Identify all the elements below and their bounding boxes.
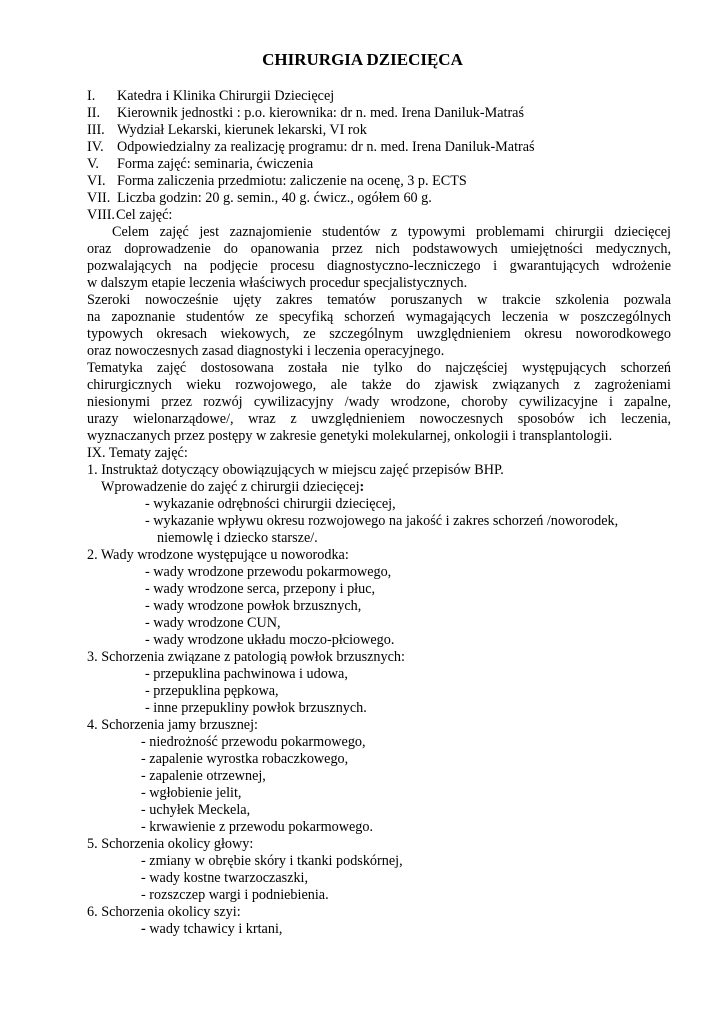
topics-heading: IX. Tematy zajęć:	[87, 445, 188, 461]
topic-3-item: - przepuklina pachwinowa i udowa,	[145, 666, 348, 682]
roman-numeral: VIII.	[87, 207, 115, 223]
info-text: Odpowiedzialny za realizację programu: dr n. med. Irena Daniluk-Matraś	[117, 139, 535, 155]
topic-4-title: 4. Schorzenia jamy brzusznej:	[87, 717, 258, 733]
info-line-8	[87, 207, 172, 224]
topic-1-title: 1. Instruktaż dotyczący obowiązujących w miejscu zajęć przepisów BHP.	[87, 462, 504, 478]
roman-numeral: II.	[87, 105, 100, 121]
topic-1-item-continuation: niemowlę i dziecko starsze/.	[157, 530, 318, 546]
info-text: Forma zajęć: seminaria, ćwiczenia	[117, 156, 314, 172]
goals-p1-line-3: pozwalających na podjęcie procesu diagnostyczno-leczniczego i gwarantujących wdrożenie	[87, 258, 671, 274]
topic-2-item: - wady wrodzone przewodu pokarmowego,	[145, 564, 392, 580]
topic-6-item-dash: -	[141, 921, 146, 937]
topic-2-item: - wady wrodzone CUN,	[145, 615, 281, 631]
goals-p2-line-4: oraz nowoczesnych zasad diagnostyki i leczenia operacyjnego.	[87, 343, 445, 359]
info-text: Cel zajęć:	[116, 207, 173, 223]
topic-3-title: 3. Schorzenia związane z patologią powłok brzusznych:	[87, 649, 405, 665]
topic-1-item: - wykazanie odrębności chirurgii dziecięcej,	[145, 496, 396, 512]
goals-p3-line-4: urazy wielonarządowe/, wraz z uwzględnieniem nowoczesnych sposobów ich leczenia,	[87, 411, 671, 427]
topic-4-item: - wgłobienie jelit,	[141, 785, 242, 801]
topic-4-item: - zapalenie otrzewnej,	[141, 768, 266, 784]
info-line-7	[87, 190, 432, 207]
topic-5-title: 5. Schorzenia okolicy głowy:	[87, 836, 254, 852]
goals-p1-line-2: oraz doprowadzenie do opanowania przez nich podstawowych umiejętności medycznych,	[87, 241, 671, 257]
info-text: Katedra i Klinika Chirurgii Dziecięcej	[117, 88, 335, 104]
topic-6-item	[141, 921, 282, 938]
info-line-6	[87, 173, 467, 190]
page-title: CHIRURGIA DZIECIĘCA	[262, 50, 463, 69]
topic-2-item: - wady wrodzone powłok brzusznych,	[145, 598, 362, 614]
info-line-5	[87, 156, 313, 173]
topic-4-item: - zapalenie wyrostka robaczkowego,	[141, 751, 349, 767]
info-text: Liczba godzin: 20 g. semin., 40 g. ćwicz., ogółem 60 g.	[117, 190, 432, 206]
roman-numeral: IV.	[87, 139, 104, 155]
topic-5-item: - zmiany w obrębie skóry i tkanki podskórnej,	[141, 853, 403, 869]
topic-2-title: 2. Wady wrodzone występujące u noworodka:	[87, 547, 349, 563]
info-line-1	[87, 88, 334, 105]
goals-p3-line-1: Tematyka zajęć dostosowana została nie tylko do najczęściej występujących schorzeń	[87, 360, 671, 376]
info-line-3	[87, 122, 367, 139]
topic-3-item: - przepuklina pępkowa,	[145, 683, 279, 699]
goals-p2-line-2: na zapoznanie studentów ze specyfiką schorzeń wymagających leczenia w poszczególnych	[87, 309, 671, 325]
roman-numeral: VI.	[87, 173, 106, 189]
info-line-4	[87, 139, 535, 156]
topic-1-subtitle-colon: :	[359, 479, 365, 495]
goals-p2-line-1: Szeroki nowocześnie ujęty zakres tematów poruszanych w trakcie szkolenia pozwala	[87, 292, 671, 308]
topic-1-subtitle-text: Wprowadzenie do zajęć z chirurgii dziecięcej	[101, 479, 360, 495]
roman-numeral: VII.	[87, 190, 111, 206]
topic-4-item: - niedrożność przewodu pokarmowego,	[141, 734, 366, 750]
goals-p3-line-3: niesionymi przez rozwój cywilizacyjny /wady wrodzone, choroby cywilizacyjne i zapalne,	[87, 394, 671, 410]
info-text: Kierownik jednostki : p.o. kierownika: dr n. med. Irena Daniluk-Matraś	[117, 105, 525, 121]
topic-2-item: - wady wrodzone serca, przepony i płuc,	[145, 581, 376, 597]
goals-p2-line-3: typowych okresach wiekowych, ze szczególnym uwzględnieniem okresu noworodkowego	[87, 326, 671, 342]
info-text: Wydział Lekarski, kierunek lekarski, VI rok	[117, 122, 367, 138]
topic-5-item: - rozszczep wargi i podniebienia.	[141, 887, 329, 903]
topic-3-item: - inne przepukliny powłok brzusznych.	[145, 700, 367, 716]
topic-4-item: - krwawienie z przewodu pokarmowego.	[141, 819, 374, 835]
topic-6-item-text: wady tchawicy i krtani,	[145, 921, 283, 937]
goals-p3-line-5: wyznaczanych przez postępy w zakresie genetyki molekularnej, onkologii i transplantologii.	[87, 428, 613, 444]
roman-numeral: III.	[87, 122, 105, 138]
topic-6-title: 6. Schorzenia okolicy szyi:	[87, 904, 241, 920]
goals-p1-line-1: Celem zajęć jest zaznajomienie studentów z typowymi problemami chirurgii dziecięcej	[112, 224, 671, 240]
topic-4-item: - uchyłek Meckela,	[141, 802, 251, 818]
goals-p1-line-4: w dalszym etapie leczenia właściwych procedur specjalistycznych.	[87, 275, 468, 291]
topic-2-item: - wady wrodzone układu moczo-płciowego.	[145, 632, 395, 648]
info-line-2	[87, 105, 524, 122]
roman-numeral: I.	[87, 88, 96, 104]
topic-1-subtitle	[101, 479, 364, 496]
roman-numeral: V.	[87, 156, 99, 172]
topic-1-item: - wykazanie wpływu okresu rozwojowego na jakość i zakres schorzeń /noworodek,	[145, 513, 619, 529]
topic-5-item: - wady kostne twarzoczaszki,	[141, 870, 309, 886]
goals-p3-line-2: chirurgicznych wieku rozwojowego, ale także do zjawisk związanych z zagrożeniami	[87, 377, 671, 393]
info-text: Forma zaliczenia przedmiotu: zaliczenie na ocenę, 3 p. ECTS	[117, 173, 467, 189]
